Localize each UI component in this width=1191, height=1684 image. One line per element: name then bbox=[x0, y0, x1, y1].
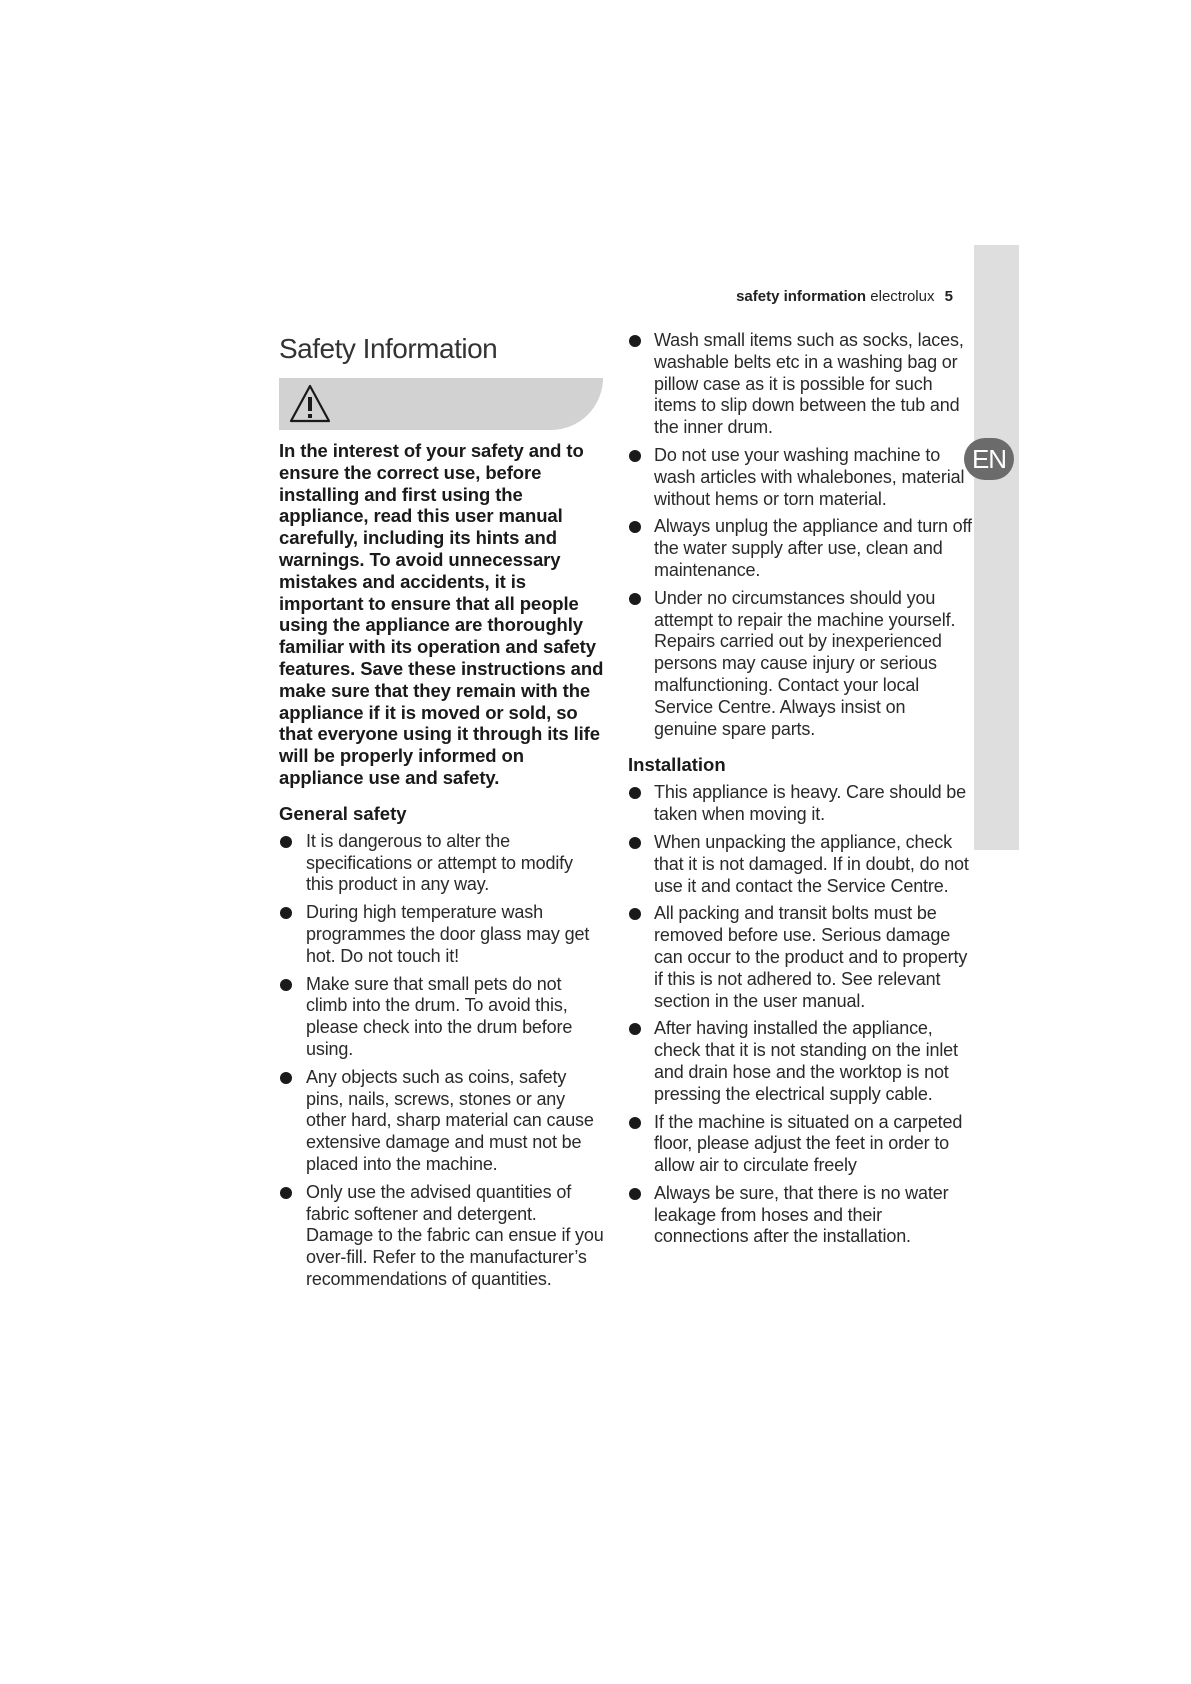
list-item-text: All packing and transit bolts must be removed before use. Serious damage can occur to the product and to property if this is not adhered to. See relevant section in the user manual. bbox=[654, 903, 968, 1011]
list-item bbox=[279, 831, 604, 896]
list-item bbox=[628, 516, 973, 581]
header-section: safety information bbox=[736, 288, 867, 305]
list-item bbox=[279, 902, 604, 967]
page-title: Safety Information bbox=[279, 333, 498, 364]
bullet-icon bbox=[629, 335, 641, 347]
bullet-icon bbox=[629, 837, 641, 849]
list-item bbox=[279, 1067, 604, 1176]
bullet-icon bbox=[629, 593, 641, 605]
bullet-icon bbox=[629, 1023, 641, 1035]
list-item-text: This appliance is heavy. Care should be taken when moving it. bbox=[654, 782, 966, 825]
bullet-icon bbox=[280, 1072, 292, 1084]
left-column bbox=[279, 330, 604, 1297]
bullet-icon bbox=[280, 836, 292, 848]
bullet-icon bbox=[280, 1187, 292, 1199]
list-item bbox=[279, 974, 604, 1061]
bullet-icon bbox=[629, 450, 641, 462]
page-number: 5 bbox=[944, 288, 953, 305]
list-item-text: During high temperature wash programmes the door glass may get hot. Do not touch it! bbox=[306, 902, 590, 966]
running-header bbox=[640, 288, 953, 305]
bullet-icon bbox=[280, 979, 292, 991]
bullet-icon bbox=[280, 907, 292, 919]
list-item-text: After having installed the appliance, check that it is not standing on the inlet and drain hose and the worktop is not pressing the electrical supply cable. bbox=[654, 1018, 958, 1104]
list-item-text: Do not use your washing machine to wash articles with whalebones, material without hems or torn material. bbox=[654, 444, 965, 509]
list-item-text: It is dangerous to alter the specifications or attempt to modify this product in any way. bbox=[306, 830, 573, 895]
right-column bbox=[628, 330, 973, 1254]
general-safety-heading: General safety bbox=[279, 802, 407, 824]
bullet-icon bbox=[629, 908, 641, 920]
list-item-text: Under no circumstances should you attempt to repair the machine yourself. Repairs carried out by inexperienced persons may cause injury or serious malfunctioning. Contact your local Service Centre. Always insist on genuine spare parts. bbox=[654, 587, 956, 739]
list-item-text: Wash small items such as socks, laces, washable belts etc in a washing bag or pillow case as it is possible for such items to slip down between the tub and the inner drum. bbox=[654, 330, 964, 438]
bullet-icon bbox=[629, 1188, 641, 1200]
installation-list bbox=[628, 782, 973, 1248]
general-safety-list-continued bbox=[628, 330, 973, 740]
bullet-icon bbox=[629, 521, 641, 533]
list-item-text: Only use the advised quantities of fabric softener and detergent. Damage to the fabric can ensue if you over-fill. Refer to the manufacturer’s recommendations of quantities. bbox=[306, 1181, 604, 1289]
language-badge: EN bbox=[964, 438, 1014, 480]
list-item-text: Make sure that small pets do not climb into the drum. To avoid this, please check into the drum before using. bbox=[306, 973, 573, 1059]
list-item bbox=[628, 1018, 973, 1105]
bullet-icon bbox=[629, 1117, 641, 1129]
header-brand: electrolux bbox=[870, 288, 935, 305]
list-item-text: When unpacking the appliance, check that it is not damaged. If in doubt, do not use it and contact the Service Centre. bbox=[654, 831, 969, 896]
list-item-text: Always unplug the appliance and turn off the water supply after use, clean and maintenance. bbox=[654, 516, 972, 580]
list-item-text: Any objects such as coins, safety pins, nails, screws, stones or any other hard, sharp material can cause extensive damage and must not be placed into the machine. bbox=[306, 1066, 594, 1174]
intro-paragraph: In the interest of your safety and to ensure the correct use, before installing and first using the appliance, read this user manual carefully, including its hints and warnings. To avoid unnecessary mistakes and accidents, it is important to ensure that all people using the appliance are thoroughly familiar with its operation and safety features. Save these instructions and make sure that they remain with the appliance if it is moved or sold, so that everyone using it through its life will be properly informed on appliance use and safety. bbox=[279, 440, 604, 788]
bullet-icon bbox=[629, 787, 641, 799]
warning-banner bbox=[279, 378, 603, 430]
list-item bbox=[628, 782, 973, 826]
list-item bbox=[628, 832, 973, 897]
list-item bbox=[628, 588, 973, 741]
side-tab bbox=[974, 245, 1019, 850]
list-item bbox=[279, 1182, 604, 1291]
installation-heading: Installation bbox=[628, 754, 726, 776]
general-safety-list bbox=[279, 831, 604, 1291]
list-item-text: If the machine is situated on a carpeted floor, please adjust the feet in order to allow air to circulate freely bbox=[654, 1111, 963, 1176]
list-item bbox=[628, 445, 973, 510]
warning-triangle-icon bbox=[287, 382, 333, 426]
list-item-text: Always be sure, that there is no water leakage from hoses and their connections after the installation. bbox=[654, 1182, 949, 1247]
list-item bbox=[628, 330, 973, 439]
list-item bbox=[628, 1112, 973, 1177]
list-item bbox=[628, 903, 973, 1012]
list-item bbox=[628, 1183, 973, 1248]
